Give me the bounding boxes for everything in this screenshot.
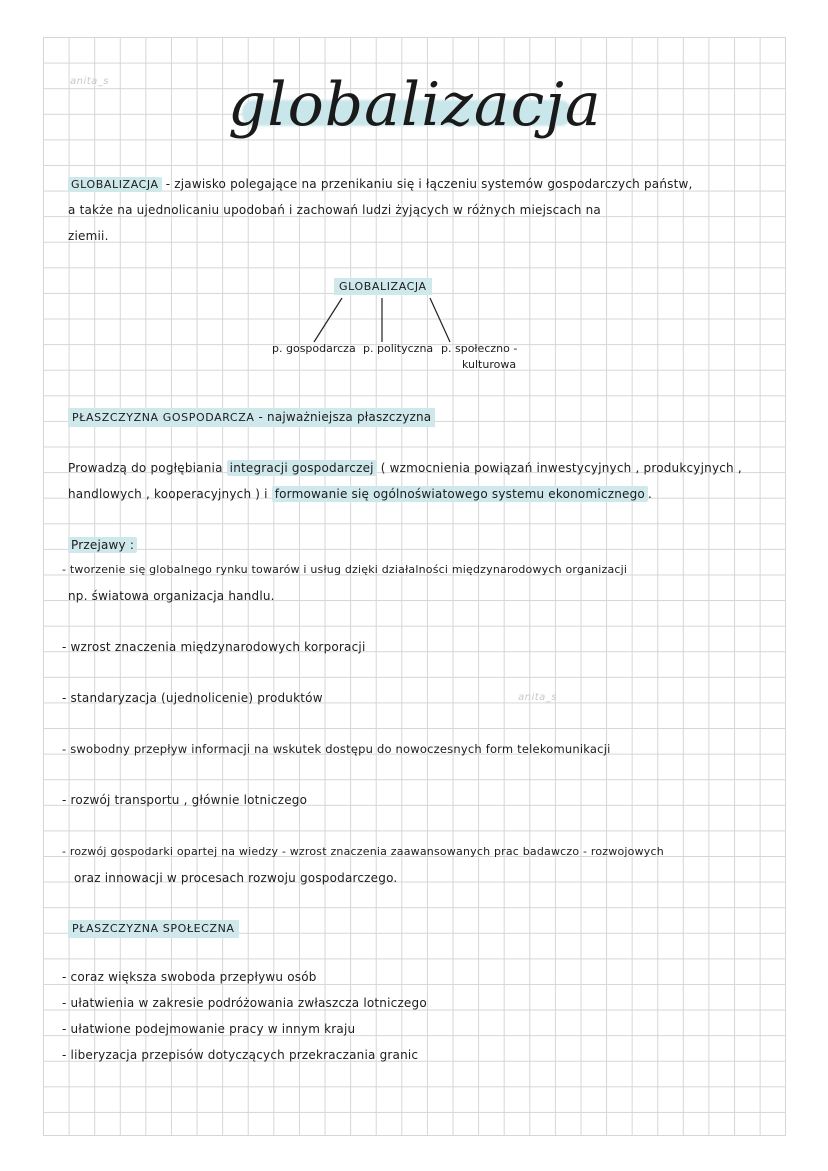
section1-heading-tail: - najważniejsza płaszczyzna [254,410,432,424]
definition-line-1 [68,177,693,192]
intro-text-a: Prowadzą do pogłębiania [68,461,227,475]
section1-intro-line-2 [68,487,652,501]
definition-text-1: - zjawisko polegające na przenikaniu się i łączeniu systemów gospodarczych państw, [161,177,693,191]
symptom-3: - standaryzacja (ujednolicenie) produktów [62,691,323,705]
intro-text-d: . [647,487,652,501]
symptom-6-line-1: - rozwój gospodarki opartej na wiedzy - wzrost znaczenia zaawansowanych prac badawczo - rozwojowych [62,845,664,858]
intro-highlight-1: integracji gospodarczej [227,460,377,476]
watermark-top: anita_s [70,76,110,87]
diagram-child-social-cont: kulturowa [462,358,517,371]
symptom-1-line-1: - tworzenie się globalnego rynku towarów i usług dzięki działalności międzynarodowych organizacji [62,563,628,576]
page-title: globalizacja [228,70,602,140]
section1-intro-line-1 [68,461,742,475]
symptom-1-line-2: np. światowa organizacja handlu. [68,589,275,603]
section1-heading: PŁASZCZYZNA GOSPODARCZA [72,411,255,424]
diagram-child-political: p. polityczna [363,342,434,355]
section2-heading: PŁASZCZYZNA SPOŁECZNA [68,920,239,938]
section1-heading-line [68,408,435,427]
intro-text-c: handlowych , kooperacyjnych ) i [68,487,272,501]
social-item-3: - ułatwione podejmowanie pracy w innym kraju [62,1022,356,1036]
section1-heading-highlight [68,408,435,427]
social-item-1: - coraz większa swoboda przepływu osób [62,970,317,984]
intro-highlight-2: formowanie się ogólnoświatowego systemu ekonomicznego [272,486,648,502]
diagram-child-social: p. społeczno - [441,342,518,355]
symptoms-label-line [68,538,137,552]
symptoms-label: Przejawy : [68,537,137,553]
connector-left [314,298,342,342]
social-item-2: - ułatwienia w zakresie podróżowania zwłaszcza lotniczego [62,996,427,1010]
title-block [228,60,602,160]
social-item-4: - liberyzacja przepisów dotyczących przekraczania granic [62,1048,419,1062]
symptom-5: - rozwój transportu , głównie lotniczego [62,793,308,807]
intro-text-b: ( wzmocnienia powiązań inwestycyjnych , produkcyjnych , [376,461,742,475]
section2-heading-line [68,920,239,938]
definition-line-2: a także na ujednolicaniu upodobań i zachowań ludzi żyjących w różnych miejscach na [68,203,601,217]
symptom-2: - wzrost znaczenia międzynarodowych korporacji [62,640,366,654]
watermark-middle: anita_s [518,692,558,703]
definition-line-3: ziemii. [68,229,109,243]
symptom-4: - swobodny przepływ informacji na wskutek dostępu do nowoczesnych form telekomunikacji [62,742,611,756]
definition-term: GLOBALIZACJA [68,177,162,192]
symptom-6-line-2: oraz innowacji w procesach rozwoju gospodarczego. [74,871,398,885]
diagram-root: GLOBALIZACJA [334,278,432,295]
diagram-child-economic: p. gospodarcza [272,342,356,355]
connector-right [430,298,450,342]
